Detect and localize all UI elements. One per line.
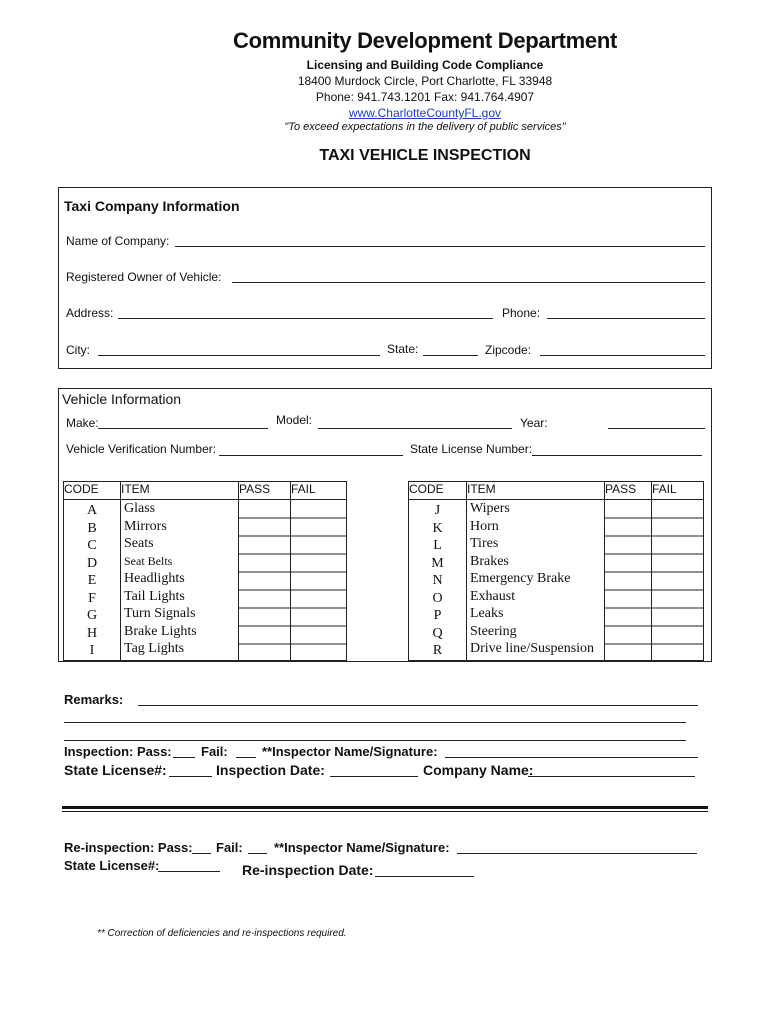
item-mirrors: Mirrors: [124, 518, 167, 534]
make-label: Make:: [66, 416, 99, 430]
website-link[interactable]: www.CharlotteCountyFL.gov: [348, 106, 502, 120]
item-drive-line: Drive line/Suspension: [470, 641, 595, 656]
pass-header-right: PASS: [605, 482, 652, 500]
code-header-right: CODE: [409, 482, 467, 500]
footnote: ** Correction of deficiencies and re-inspections required.: [97, 928, 347, 939]
code-header: CODE: [64, 482, 121, 500]
plate-label: State License Number:: [410, 442, 533, 456]
department-title: Community Development Department: [232, 28, 617, 53]
year-label: Year:: [520, 416, 548, 430]
company-name-label: Name of Company:: [66, 234, 170, 248]
code-q: Q: [432, 625, 443, 641]
code-n: N: [432, 573, 443, 588]
state-field[interactable]: [423, 355, 478, 356]
remarks-line-1[interactable]: [138, 705, 698, 706]
inspection-table-right: [408, 481, 704, 661]
divider-line-bottom: [62, 811, 708, 812]
code-k: K: [432, 520, 443, 536]
department-address: 18400 Murdock Circle, Port Charlotte, FL 33948: [297, 74, 553, 88]
reinspection-license-field[interactable]: [158, 871, 220, 872]
address-label: Address:: [66, 306, 114, 320]
phone-label: Phone:: [502, 306, 541, 320]
item-horn: Horn: [470, 518, 499, 534]
reinspection-pass-label: Re-inspection: Pass:: [64, 840, 193, 855]
divider-line-top: [62, 806, 708, 809]
inspection-date-label: Inspection Date:: [216, 762, 325, 778]
vehicle-section-title: Vehicle Information: [62, 391, 182, 407]
reinspection-license-label: State License#:: [64, 858, 160, 873]
code-m: M: [431, 555, 444, 571]
vin-field[interactable]: [219, 455, 403, 456]
division-name: Licensing and Building Code Compliance: [306, 58, 544, 72]
item-brakes: Brakes: [470, 553, 509, 569]
code-i: I: [89, 643, 95, 658]
year-field[interactable]: [608, 428, 705, 429]
vin-label: Vehicle Verification Number:: [66, 442, 217, 456]
item-tires: Tires: [470, 536, 499, 551]
code-p: P: [433, 608, 442, 623]
owner-field[interactable]: [232, 282, 705, 283]
item-steering: Steering: [470, 623, 517, 639]
zip-field[interactable]: [540, 355, 705, 356]
reinspection-pass-field[interactable]: [192, 853, 211, 854]
code-o: O: [432, 590, 443, 606]
form-title: TAXI VEHICLE INSPECTION: [319, 147, 531, 164]
remarks-label: Remarks:: [64, 692, 124, 707]
city-field[interactable]: [98, 355, 380, 356]
fail-header-right: FAIL: [652, 482, 704, 500]
company-name-field-2[interactable]: [528, 776, 695, 777]
item-tag-lights: Tag Lights: [124, 641, 185, 656]
owner-label: Registered Owner of Vehicle:: [66, 270, 222, 284]
city-label: City:: [66, 343, 90, 357]
code-c: C: [87, 538, 97, 553]
item-header: ITEM: [121, 482, 239, 500]
item-header-right: ITEM: [467, 482, 605, 500]
model-label: Model:: [276, 413, 313, 427]
item-glass: Glass: [124, 501, 156, 516]
code-j: J: [434, 503, 441, 518]
pass-column-right[interactable]: [605, 500, 652, 661]
item-turn-signals: Turn Signals: [124, 606, 196, 621]
item-seat-belts: Seat Belts: [124, 553, 173, 568]
item-seats: Seats: [124, 536, 154, 551]
remarks-line-2[interactable]: [64, 722, 686, 723]
reinspection-fail-field[interactable]: [248, 853, 267, 854]
department-phone-fax: Phone: 941.743.1201 Fax: 941.764.4907: [315, 90, 535, 104]
motto: "To exceed expectations in the delivery of public services": [284, 121, 566, 133]
inspection-pass-field[interactable]: [173, 757, 195, 758]
item-exhaust: Exhaust: [470, 588, 516, 604]
plate-field[interactable]: [532, 455, 702, 456]
state-license-label: State License#:: [64, 762, 167, 778]
code-h: H: [86, 625, 98, 641]
reinspection-fail-label: Fail:: [216, 840, 243, 855]
remarks-line-3[interactable]: [64, 740, 686, 741]
item-wipers: Wipers: [470, 501, 510, 516]
code-l: L: [433, 538, 442, 553]
company-name-field[interactable]: [175, 246, 705, 247]
code-g: G: [86, 608, 98, 623]
code-r: R: [432, 643, 443, 658]
inspection-fail-label: Fail:: [201, 744, 228, 759]
item-headlights: Headlights: [124, 571, 185, 586]
pass-header: PASS: [239, 482, 291, 500]
pass-column-left[interactable]: [239, 500, 291, 661]
item-tail-lights: Tail Lights: [124, 588, 185, 604]
phone-field[interactable]: [547, 318, 705, 319]
zip-label: Zipcode:: [485, 343, 532, 357]
code-d: D: [86, 555, 98, 571]
inspection-pass-label: Inspection: Pass:: [64, 744, 172, 759]
code-b: B: [87, 520, 97, 536]
code-e: E: [87, 573, 97, 588]
fail-column-right[interactable]: [652, 500, 704, 661]
inspector-signature-label: **Inspector Name/Signature:: [262, 744, 438, 759]
code-f: F: [88, 590, 96, 606]
model-field[interactable]: [318, 428, 512, 429]
reinspection-date-label: Re-inspection Date:: [242, 862, 374, 878]
item-brake-lights: Brake Lights: [124, 623, 197, 639]
company-section-title: Taxi Company Information: [64, 198, 240, 214]
state-license-field[interactable]: [169, 776, 212, 777]
code-a: A: [86, 503, 98, 518]
fail-header: FAIL: [291, 482, 347, 500]
reinspector-signature-field[interactable]: [457, 853, 697, 854]
inspection-table-left: [63, 481, 347, 661]
reinspection-date-field[interactable]: [375, 876, 474, 877]
inspector-signature-field[interactable]: [445, 757, 698, 758]
fail-column-left[interactable]: [291, 500, 347, 661]
item-emergency-brake: Emergency Brake: [470, 571, 571, 586]
make-field[interactable]: [98, 428, 268, 429]
inspection-date-field[interactable]: [330, 776, 418, 777]
item-leaks: Leaks: [470, 606, 504, 621]
company-name-label-2: Company Name:: [423, 762, 534, 778]
inspection-fail-field[interactable]: [236, 757, 256, 758]
address-field[interactable]: [118, 318, 493, 319]
reinspector-signature-label: **Inspector Name/Signature:: [274, 840, 450, 855]
state-label: State:: [387, 342, 419, 356]
